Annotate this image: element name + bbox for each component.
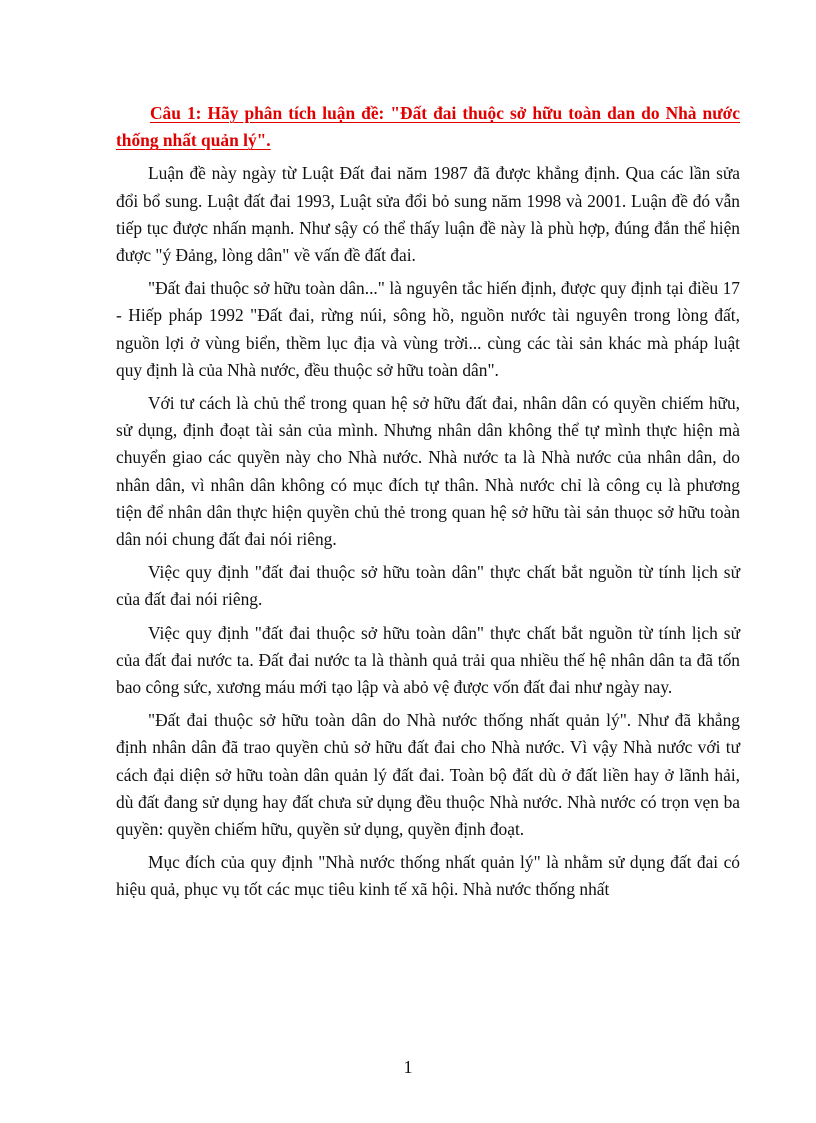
- paragraph-6: "Đất đai thuộc sở hữu toàn dân do Nhà nước thống nhất quản lý". Như đã khẳng định nhân dân đã trao quyền chủ sở hữu đất đai cho Nhà nước. Vì vậy Nhà nước với tư cách đại diện sở hữu toàn dân quản lý đất đai. Toàn bộ đất dù ở đất liền hay ở lãnh hải, dù đất đang sử dụng hay đất chưa sử dụng đều thuộc Nhà nước. Nhà nước có trọn vẹn ba quyền: quyền chiếm hữu, quyền sử dụng, quyền định đoạt.: [116, 710, 740, 840]
- document-body: [116, 100, 740, 910]
- page-number: 1: [403, 1057, 413, 1077]
- paragraph-2: "Đất đai thuộc sở hữu toàn dân..." là nguyên tắc hiến định, được quy định tại điều 17 - Hiếp pháp 1992 "Đất đai, rừng núi, sông hồ, nguồn nước tài nguyên trong lòng đất, nguồn lợi ở vùng biển, thềm lục địa và vùng trời... cùng các tài sản khác mà pháp luật quy định là của Nhà nước, đều thuộc sở hữu toàn dân".: [116, 278, 740, 380]
- paragraph-3: Với tư cách là chủ thể trong quan hệ sở hữu đất đai, nhân dân có quyền chiếm hữu, sử dụng, định đoạt tài sản của mình. Nhưng nhân dân không thể tự mình thực hiện mà chuyển giao các quyền này cho Nhà nước. Nhà nước ta là Nhà nước của nhân dân, do nhân dân, vì nhân dân không có mục đích tự thân. Nhà nước chỉ là công cụ là phương tiện để nhân dân thực hiện quyền chủ thẻ trong quan hệ sở hữu tài sản thuọc sở hữu toàn dân nói chung đất đai nói riêng.: [116, 393, 740, 550]
- question-heading: Câu 1: Hãy phân tích luận đề: "Đất đai thuộc sở hữu toàn dan do Nhà nước thống nhất quản lý".: [116, 103, 740, 151]
- paragraph-5: Việc quy định "đất đai thuộc sở hữu toàn dân" thực chất bắt nguồn từ tính lịch sử của đất đai nước ta. Đất đai nước ta là thành quả trải qua nhiều thế hệ nhân dân ta đã tốn bao công sức, xương máu mới tạo lập và abỏ vệ được vốn đất đai như ngày nay.: [116, 622, 740, 698]
- paragraph-1: Luận đề này ngày từ Luật Đất đai năm 1987 đã được khẳng định. Qua các lần sửa đổi bổ sung. Luật đất đai 1993, Luật sửa đổi bỏ sung năm 1998 và 2001. Luận đề đó vẫn tiếp tục được nhấn mạnh. Như sậy có thể thấy luận đề này là phù hợp, đúng đắn thể hiện được "ý Đảng, lòng dân" về vấn đề đất đai.: [116, 163, 740, 266]
- paragraph-7: Mục đích của quy định "Nhà nước thống nhất quản lý" là nhằm sử dụng đất đai có hiệu quả, phục vụ tốt các mục tiêu kinh tế xã hội. Nhà nước thống nhất: [116, 852, 740, 900]
- paragraph-4: Việc quy định "đất đai thuộc sở hữu toàn dân" thực chất bắt nguồn từ tính lịch sử của đất đai nói riêng.: [116, 562, 740, 610]
